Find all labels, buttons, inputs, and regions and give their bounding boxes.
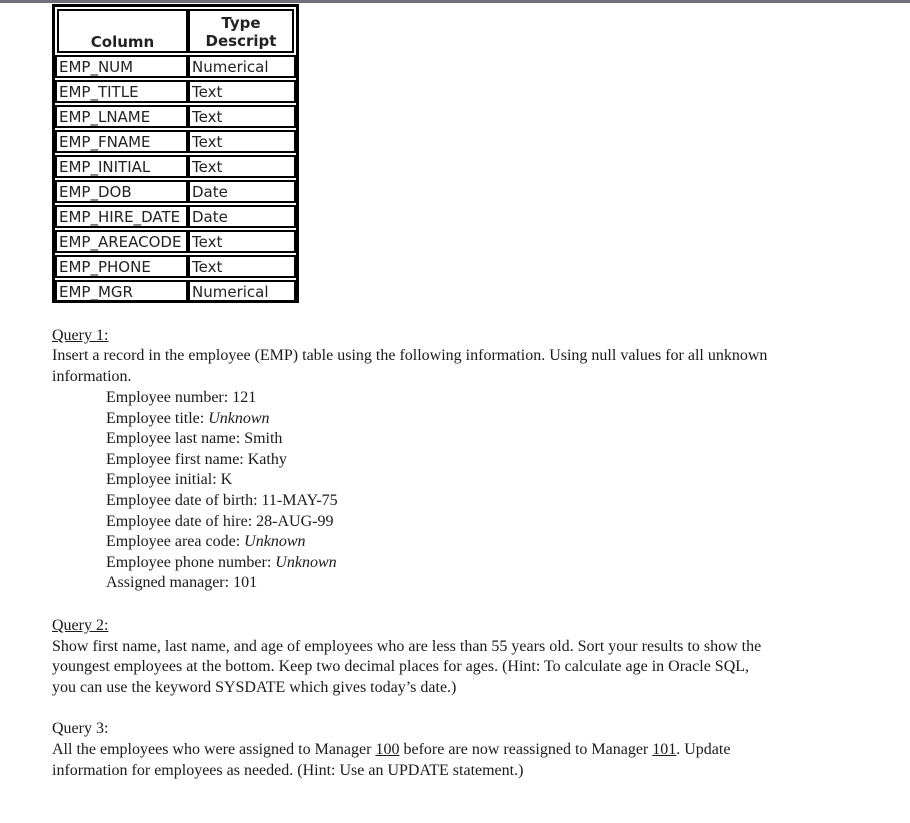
table-cell-type: Numerical <box>188 55 296 78</box>
type-header-line1: Type <box>221 14 261 32</box>
top-rule <box>0 0 910 3</box>
detail-value: 11-MAY-75 <box>261 492 338 509</box>
query1-detail-line <box>106 470 232 491</box>
table-cell-type: Text <box>188 105 296 128</box>
table-cell-column: EMP_AREACODE <box>55 230 188 253</box>
query1-detail-line <box>106 429 282 450</box>
detail-label: Assigned manager: <box>106 574 234 592</box>
detail-value: Unknown <box>244 533 306 551</box>
query2-line2: youngest employees at the bottom. Keep two decimal places for ages. (Hint: To calculate age in Oracle SQL, <box>52 658 750 675</box>
query2-title: Query 2: <box>52 617 109 634</box>
query1-description-line2: information. <box>52 368 132 385</box>
query1-detail-line <box>106 409 270 430</box>
query1-title: Query 1: <box>52 327 109 344</box>
query1-detail-line <box>106 573 257 594</box>
query3-line1-part-b: before are now reassigned to Manager <box>399 741 653 758</box>
query3-title: Query 3: <box>52 720 109 737</box>
table-cell-column: EMP_FNAME <box>55 130 188 153</box>
detail-label: Employee area code: <box>106 533 245 551</box>
detail-value: 28-AUG-99 <box>256 512 334 530</box>
detail-label: Employee date of birth: <box>106 492 262 509</box>
query1-description-line1: Insert a record in the employee (EMP) table using the following information. Using null values for all unknown <box>52 347 768 364</box>
query2-line1: Show first name, last name, and age of employees who are less than 55 years old. Sort your results to show the <box>52 638 762 655</box>
detail-value: 121 <box>232 389 257 406</box>
table-cell-column: EMP_NUM <box>55 55 188 78</box>
query1-detail-line <box>106 491 338 512</box>
query2-line3: you can use the keyword SYSDATE which gives today’s date.) <box>52 679 457 696</box>
table-cell-type: Date <box>188 205 296 228</box>
detail-value: Unknown <box>208 409 270 427</box>
column-header-label: Column <box>90 33 155 51</box>
table-cell-column: EMP_TITLE <box>55 80 188 103</box>
query1-detail-line <box>106 553 337 574</box>
table-cell-column: EMP_INITIAL <box>55 155 188 178</box>
detail-value: 101 <box>233 574 258 592</box>
old-manager-number: 100 <box>375 741 400 758</box>
new-manager-number: 101 <box>652 741 677 758</box>
type-header <box>188 9 294 53</box>
detail-label: Employee last name: <box>106 430 245 448</box>
detail-value: Kathy <box>247 450 287 468</box>
detail-value: Smith <box>244 430 283 448</box>
table-cell-type: Text <box>188 80 296 103</box>
table-cell-type: Text <box>188 255 296 278</box>
detail-label: Employee phone number: <box>106 553 276 571</box>
table-cell-type: Text <box>188 155 296 178</box>
detail-value: K <box>220 471 233 489</box>
detail-value: Unknown <box>275 553 337 571</box>
table-cell-column: EMP_LNAME <box>55 105 188 128</box>
table-cell-type: Numerical <box>188 280 296 303</box>
table-cell-type: Date <box>188 180 296 203</box>
detail-label: Employee initial: <box>106 471 221 489</box>
detail-label: Employee number: <box>106 389 233 406</box>
query1-detail-line <box>106 512 334 533</box>
table-cell-column: EMP_DOB <box>55 180 188 203</box>
query3-line1 <box>52 740 730 761</box>
emp-schema-table <box>52 4 299 303</box>
column-header <box>57 9 188 53</box>
table-cell-column: EMP_PHONE <box>55 255 188 278</box>
query1-detail-line <box>106 532 305 553</box>
query3-line1-part-c: . Update <box>676 741 731 758</box>
table-cell-column: EMP_HIRE_DATE <box>55 205 188 228</box>
detail-label: Employee title: <box>106 409 209 427</box>
type-header-line2: Descript <box>205 32 277 50</box>
query1-detail-line <box>106 450 287 471</box>
query3-line1-part-a: All the employees who were assigned to Manager <box>52 741 376 758</box>
table-cell-column: EMP_MGR <box>55 280 188 303</box>
table-cell-type: Text <box>188 230 296 253</box>
detail-label: Employee date of hire: <box>106 512 257 530</box>
query1-detail-line <box>106 388 256 409</box>
query3-line2: information for employees as needed. (Hint: Use an UPDATE statement.) <box>52 762 524 779</box>
detail-label: Employee first name: <box>106 450 248 468</box>
table-cell-type: Text <box>188 130 296 153</box>
